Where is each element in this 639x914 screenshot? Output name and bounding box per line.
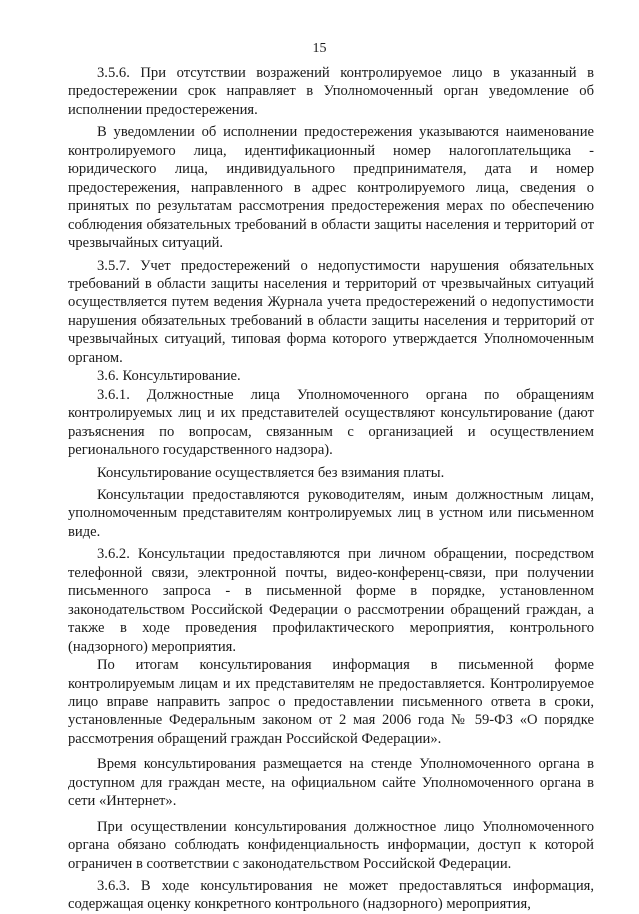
document-body bbox=[68, 64, 594, 914]
paragraph-3-5-6: 3.5.6. При отсутствии возражений контролируемое лицо в указанный в предостережении срок направляет в Уполномоченный орган уведомление об исполнении предостережения. bbox=[68, 65, 594, 118]
paragraph-consultation-time: Время консультирования размещается на стенде Уполномоченного органа в доступном для граждан месте, на официальном сайте Уполномоченного органа в сети «Интернет». bbox=[68, 756, 594, 810]
paragraph-3-6-1: 3.6.1. Должностные лица Уполномоченного органа по обращениям контролируемых лиц и их представителей осуществляют консультирование (дают разъяснения по вопросам, связанным с организацией и осуществлением регионального государственного надзора). bbox=[68, 386, 594, 459]
paragraph-confidentiality: При осуществлении консультирования должностное лицо Уполномоченного органа обязано соблюдать конфиденциальность информации, доступ к которой ограничен в соответствии с законодательством Российской Федерации. bbox=[68, 818, 594, 872]
page-number: 15 bbox=[312, 41, 327, 56]
paragraph-free-of-charge: Консультирование осуществляется без взимания платы. bbox=[97, 464, 445, 481]
paragraph-3-6-2: 3.6.2. Консультации предоставляются при личном обращении, посредством телефонной связи, электронной почты, видео-конференц-связи, при получении письменного запроса - в письменной форме в порядке, установленном законодательством Российской Федерации о рассмотрении обращений граждан, а также в ходе проведения профилактического мероприятия, контрольного (надзорного) мероприятия. bbox=[68, 546, 594, 655]
paragraph-3-6-3: 3.6.3. В ходе консультирования не может предоставляться информация, содержащая оценку конкретного контрольного (надзорного) мероприятия, bbox=[68, 878, 594, 913]
section-heading-3-6: 3.6. Консультирование. bbox=[97, 368, 241, 385]
paragraph-consultation-forms: Консультации предоставляются руководителям, иным должностным лицам, уполномоченным представителям контролируемых лиц в устном или письменном виде. bbox=[68, 486, 594, 540]
paragraph-written-response: По итогам консультирования информация в письменной форме контролируемым лицам и их представителям не предоставляется. Контролируемое лицо вправе направить запрос о предоставлении письменного ответа в сроки, установленные Федеральным законом от 2 мая 2006 года № 59-ФЗ «О порядке рассмотрения обращений граждан Российской Федерации». bbox=[68, 657, 594, 747]
paragraph-notification-contents: В уведомлении об исполнении предостережения указываются наименование контролируемого лица, идентификационный номер налогоплательщика - юридического лица, индивидуального предпринимателя, дата и номер предостережения, направленного в адрес контролируемого лица, сведения о принятых по результатам рассмотрения предостережения мерах по обеспечению соблюдения обязательных требований в области защиты населения и территорий от чрезвычайных ситуаций. bbox=[68, 124, 594, 252]
paragraph-3-5-7: 3.5.7. Учет предостережений о недопустимости нарушения обязательных требований в области защиты населения и территорий от чрезвычайных ситуаций осуществляется путем ведения Журнала учета предостережений о недопустимости нарушения обязательных требований в области защиты населения и территорий от чрезвычайных ситуаций, типовая форма которого утверждается Уполномоченным органом. bbox=[68, 257, 594, 366]
